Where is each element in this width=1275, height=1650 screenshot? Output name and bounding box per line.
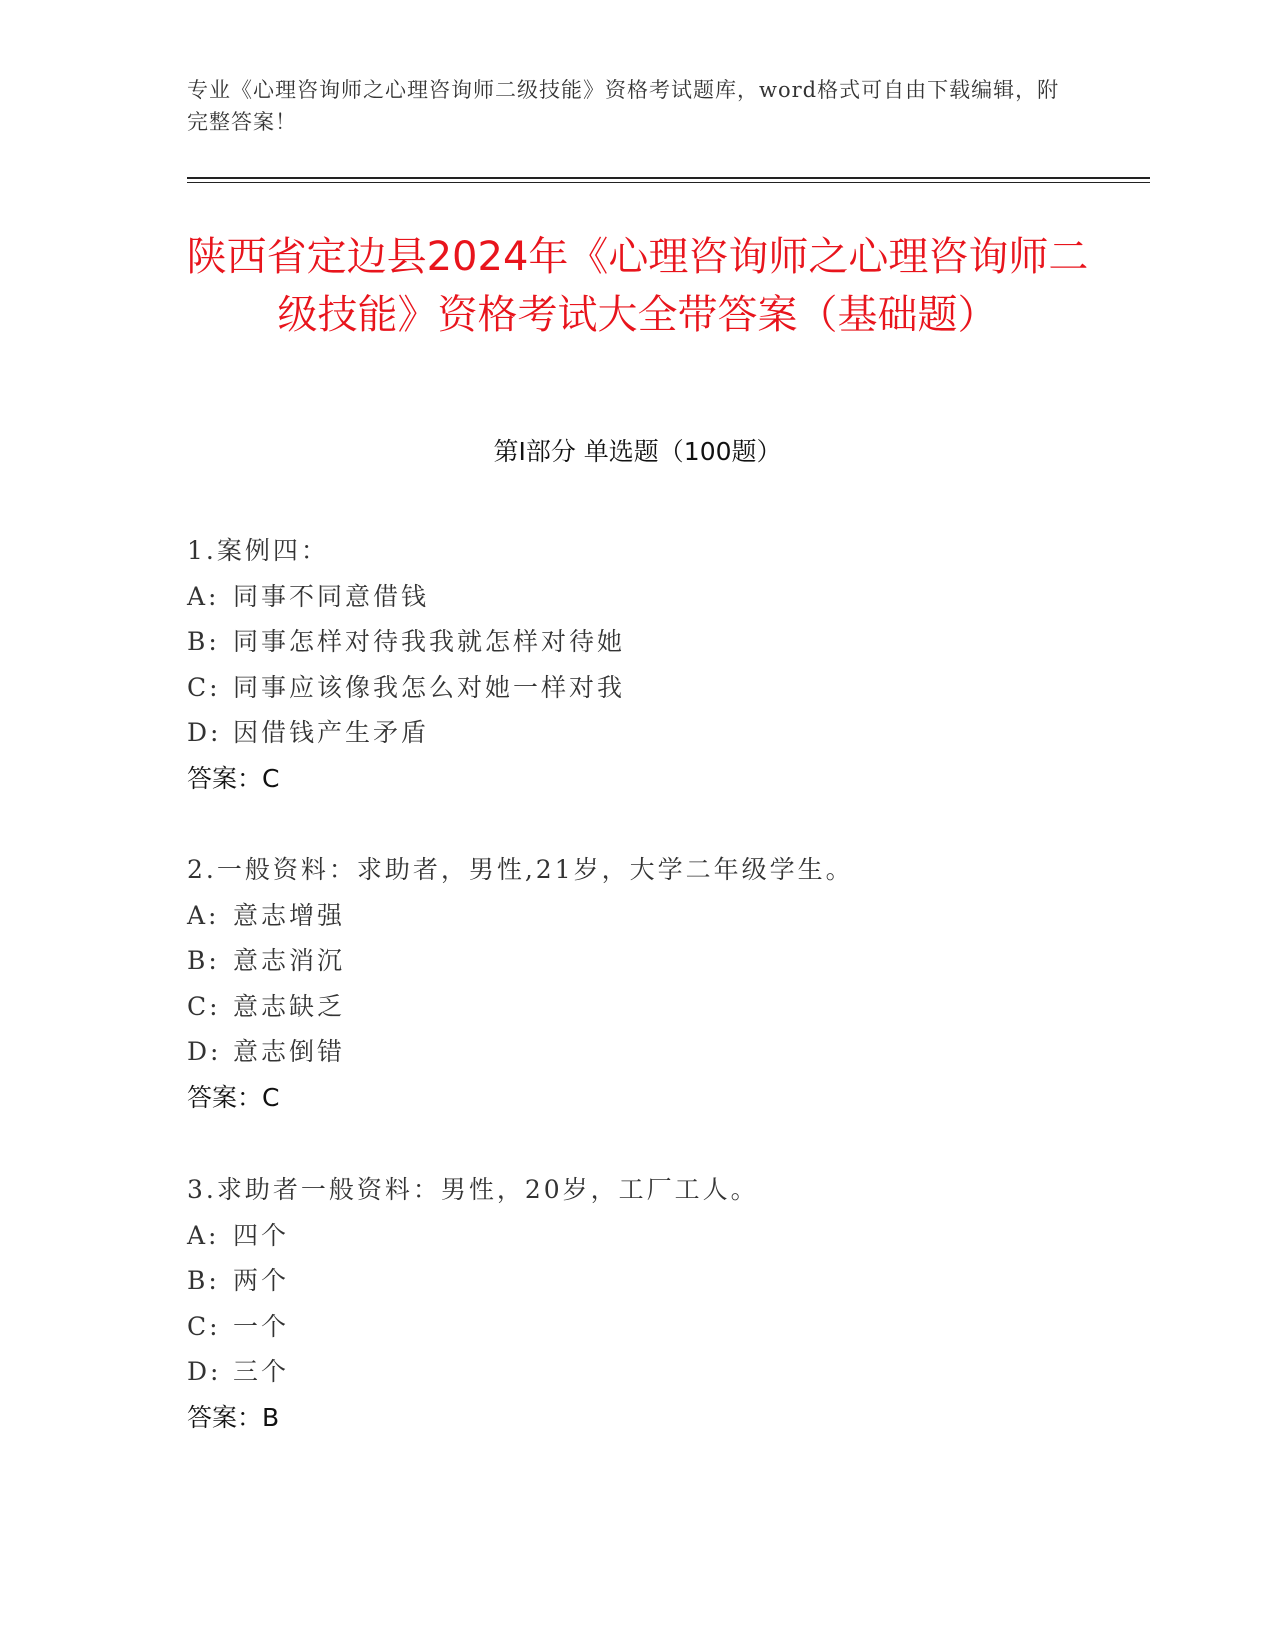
- question-2: [187, 847, 1087, 1121]
- option-label: D:: [187, 1357, 222, 1387]
- answer: [187, 1075, 1087, 1121]
- option-label: C:: [187, 1311, 221, 1341]
- option-text: 意志增强: [233, 900, 346, 930]
- option-label: A:: [187, 581, 220, 611]
- document-title: 陕西省定边县2024年《心理咨询师之心理咨询师二级技能》资格考试大全带答案（基础题）: [186, 234, 1089, 338]
- header-note: 专业《心理咨询师之心理咨询师二级技能》资格考试题库，word格式可自由下载编辑，附完整答案！: [187, 78, 1060, 134]
- option-a: [187, 1213, 1087, 1259]
- option-d: [187, 1349, 1087, 1395]
- option-d: [187, 710, 1087, 756]
- option-text: 两个: [233, 1266, 290, 1296]
- option-label: A:: [187, 900, 220, 930]
- option-text: 意志缺乏: [233, 991, 346, 1021]
- option-a: [187, 893, 1087, 939]
- option-b: [187, 1258, 1087, 1304]
- question-stem: 1.案例四：: [187, 536, 329, 565]
- answer-value: C: [262, 1082, 280, 1112]
- option-d: [187, 1029, 1087, 1075]
- option-label: B:: [187, 946, 220, 976]
- option-text: 同事怎样对待我我就怎样对待她: [233, 627, 626, 657]
- option-text: 意志倒错: [233, 1037, 346, 1067]
- question-1: [187, 528, 1087, 802]
- option-label: C:: [187, 672, 221, 702]
- answer-label: 答案：: [187, 1082, 263, 1112]
- answer-label: 答案：: [187, 763, 263, 793]
- option-label: D:: [187, 1037, 222, 1067]
- answer: [187, 1395, 1087, 1441]
- option-label: A:: [187, 1220, 220, 1250]
- question-stem: 2.一般资料：求助者，男性,21岁，大学二年级学生。: [187, 855, 854, 884]
- option-label: B:: [187, 1266, 220, 1296]
- option-text: 四个: [233, 1220, 290, 1250]
- header-rule-thin: [187, 182, 1150, 183]
- option-label: B:: [187, 627, 220, 657]
- option-text: 同事应该像我怎么对她一样对我: [233, 672, 626, 702]
- option-text: 意志消沉: [233, 946, 346, 976]
- answer-value: C: [262, 763, 280, 793]
- option-c: [187, 1304, 1087, 1350]
- answer-label: 答案：: [187, 1402, 263, 1432]
- header-rule-thick: [187, 177, 1150, 179]
- option-c: [187, 665, 1087, 711]
- section-title: 第Ⅰ部分 单选题（100题）: [493, 437, 782, 466]
- option-b: [187, 938, 1087, 984]
- option-label: D:: [187, 718, 222, 748]
- option-text: 因借钱产生矛盾: [233, 718, 430, 748]
- option-b: [187, 619, 1087, 665]
- question-3: [187, 1167, 1087, 1441]
- option-text: 同事不同意借钱: [233, 581, 430, 611]
- option-label: C:: [187, 991, 221, 1021]
- answer: [187, 756, 1087, 802]
- option-a: [187, 574, 1087, 620]
- option-text: 一个: [233, 1311, 290, 1341]
- question-stem: 3.求助者一般资料：男性，20岁，工厂工人。: [187, 1175, 759, 1204]
- answer-value: B: [262, 1402, 280, 1432]
- option-text: 三个: [233, 1357, 290, 1387]
- option-c: [187, 984, 1087, 1030]
